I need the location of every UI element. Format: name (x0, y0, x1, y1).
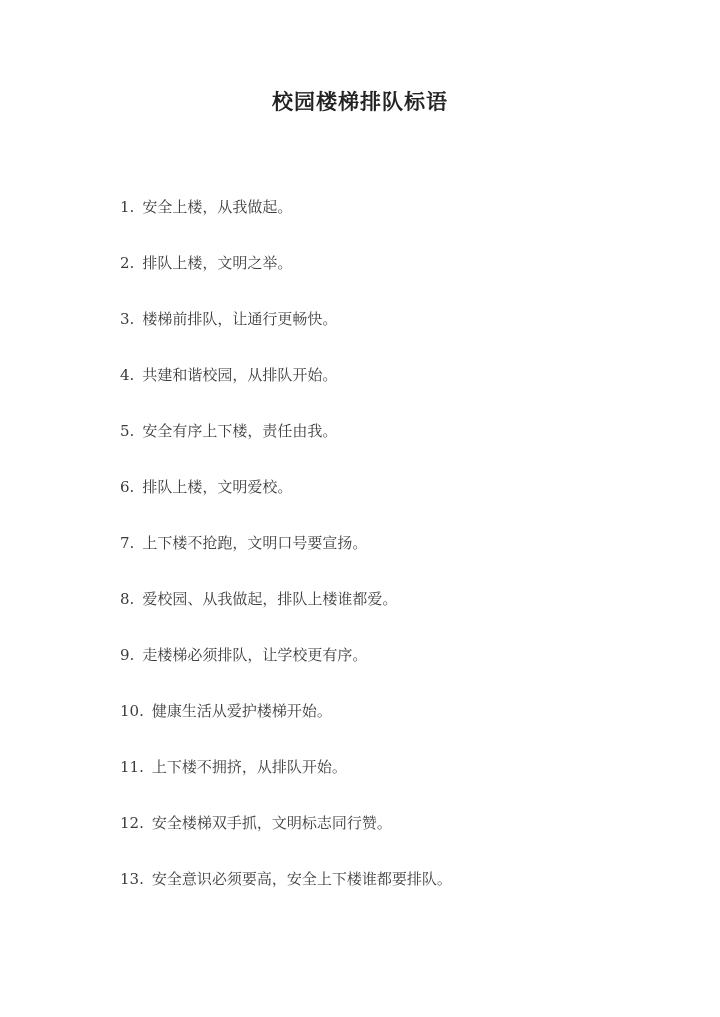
item-number: 4. (120, 366, 135, 384)
item-text: 走楼梯必须排队，让学校更有序。 (142, 646, 368, 664)
item-number: 12. (120, 814, 144, 832)
item-text: 爱校园、从我做起，排队上楼谁都爱。 (142, 590, 398, 608)
item-number: 7. (120, 534, 135, 552)
item-text: 排队上楼，文明之举。 (142, 254, 293, 272)
item-text: 安全有序上下楼，责任由我。 (142, 422, 338, 440)
list-item (120, 420, 680, 476)
item-number: 1. (120, 198, 135, 216)
item-number: 11. (120, 758, 144, 776)
item-text: 安全上楼，从我做起。 (142, 198, 293, 216)
item-number: 2. (120, 254, 135, 272)
item-number: 9. (120, 646, 135, 664)
page-title: 校园楼梯排队标语 (272, 89, 448, 114)
list-item (120, 756, 680, 812)
slogan-list (120, 196, 680, 924)
list-item (120, 476, 680, 532)
item-number: 3. (120, 310, 135, 328)
list-item (120, 364, 680, 420)
item-text: 共建和谐校园，从排队开始。 (142, 366, 338, 384)
item-text: 健康生活从爱护楼梯开始。 (151, 702, 332, 720)
item-number: 13. (120, 870, 144, 888)
list-item (120, 812, 680, 868)
item-number: 6. (120, 478, 135, 496)
list-item (120, 588, 680, 644)
list-item (120, 252, 680, 308)
item-text: 上下楼不抢跑，文明口号要宣扬。 (142, 534, 368, 552)
list-item (120, 868, 680, 924)
item-number: 10. (120, 702, 144, 720)
list-item (120, 196, 680, 252)
item-text: 安全意识必须要高，安全上下楼谁都要排队。 (151, 870, 452, 888)
item-text: 安全楼梯双手抓，文明标志同行赞。 (151, 814, 392, 832)
item-text: 排队上楼，文明爱校。 (142, 478, 293, 496)
item-number: 8. (120, 590, 135, 608)
list-item (120, 308, 680, 364)
item-text: 楼梯前排队，让通行更畅快。 (142, 310, 338, 328)
item-number: 5. (120, 422, 135, 440)
item-text: 上下楼不拥挤，从排队开始。 (151, 758, 347, 776)
list-item (120, 532, 680, 588)
list-item (120, 644, 680, 700)
list-item (120, 700, 680, 756)
